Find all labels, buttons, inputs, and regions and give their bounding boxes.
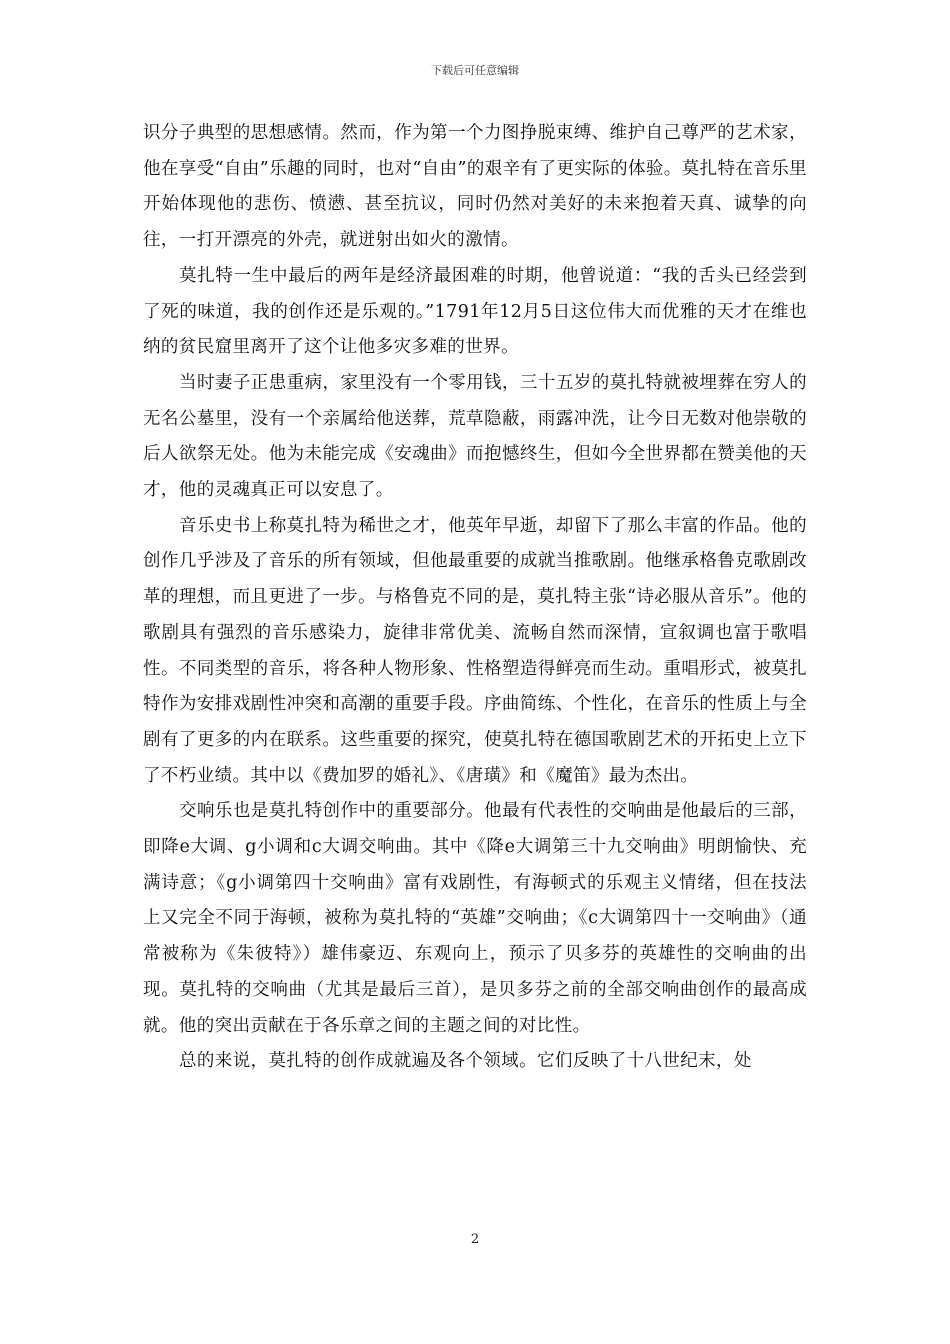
document-body	[143, 116, 807, 1080]
page-number: 2	[470, 1232, 480, 1247]
paragraph: 总的来说，莫扎特的创作成就遍及各个领域。它们反映了十八世纪末，处	[179, 1051, 752, 1072]
paragraph-continuation: 识分子典型的思想感情。然而，作为第一个力图挣脱束缚、维护自己尊严的艺术家，他在享受“自由”乐趣的同时，也对“自由”的艰辛有了更实际的体验。莫扎特在音乐里开始体现他的悲伤、愤懑、甚至抗议，同时仍然对美好的未来抱着天真、诚挚的向往，一打开漂亮的外壳，就迸射出如火的激情。	[143, 123, 807, 251]
page-header: 下载后可任意编辑	[431, 64, 519, 77]
paragraph: 莫扎特一生中最后的两年是经济最困难的时期，他曾说道：“我的舌头已经尝到了死的味道，我的创作还是乐观的。”1791年12月5日这位伟大而优雅的天才在维也纳的贫民窟里离开了这个让他多灾多难的世界。	[143, 265, 807, 358]
paragraph: 音乐史书上称莫扎特为稀世之才，他英年早逝，却留下了那么丰富的作品。他的创作几乎涉及了音乐的所有领域，但他最重要的成就当推歌剧。他继承格鲁克歌剧改革的理想，而且更进了一步。与格鲁克不同的是，莫扎特主张“诗必服从音乐”。他的歌剧具有强烈的音乐感染力，旋律非常优美、流畅自然而深情，宣叙调也富于歌唱性。不同类型的音乐，将各种人物形象、性格塑造得鲜亮而生动。重唱形式，被莫扎特作为安排戏剧性冲突和高潮的重要手段。序曲简练、个性化，在音乐的性质上与全剧有了更多的内在联系。这些重要的探究，使莫扎特在德国歌剧艺术的开拓史上立下了不朽业绩。其中以《费加罗的婚礼》、《唐璜》和《魔笛》最为杰出。	[143, 515, 807, 786]
paragraph: 当时妻子正患重病，家里没有一个零用钱，三十五岁的莫扎特就被埋葬在穷人的无名公墓里，没有一个亲属给他送葬，荒草隐蔽，雨露冲洗，让今日无数对他崇敬的后人欲祭无处。他为未能完成《安魂曲》而抱憾终生，但如今全世界都在赞美他的天才，他的灵魂真正可以安息了。	[143, 372, 807, 501]
paragraph: 交响乐也是莫扎特创作中的重要部分。他最有代表性的交响曲是他最后的三部，即降e大调、g小调和c大调交响曲。其中《降e大调第三十九交响曲》明朗愉快、充满诗意；《g小调第四十交响曲》富有戏剧性，有海顿式的乐观主义情绪，但在技法上又完全不同于海顿，被称为莫扎特的“英雄”交响曲；《c大调第四十一交响曲》（通常被称为《朱彼特》）雄伟豪迈、东观向上，预示了贝多芬的英雄性的交响曲的出现。莫扎特的交响曲（尤其是最后三首），是贝多芬之前的全部交响曲创作的最高成就。他的突出贡献在于各乐章之间的主题之间的对比性。	[143, 801, 807, 1036]
